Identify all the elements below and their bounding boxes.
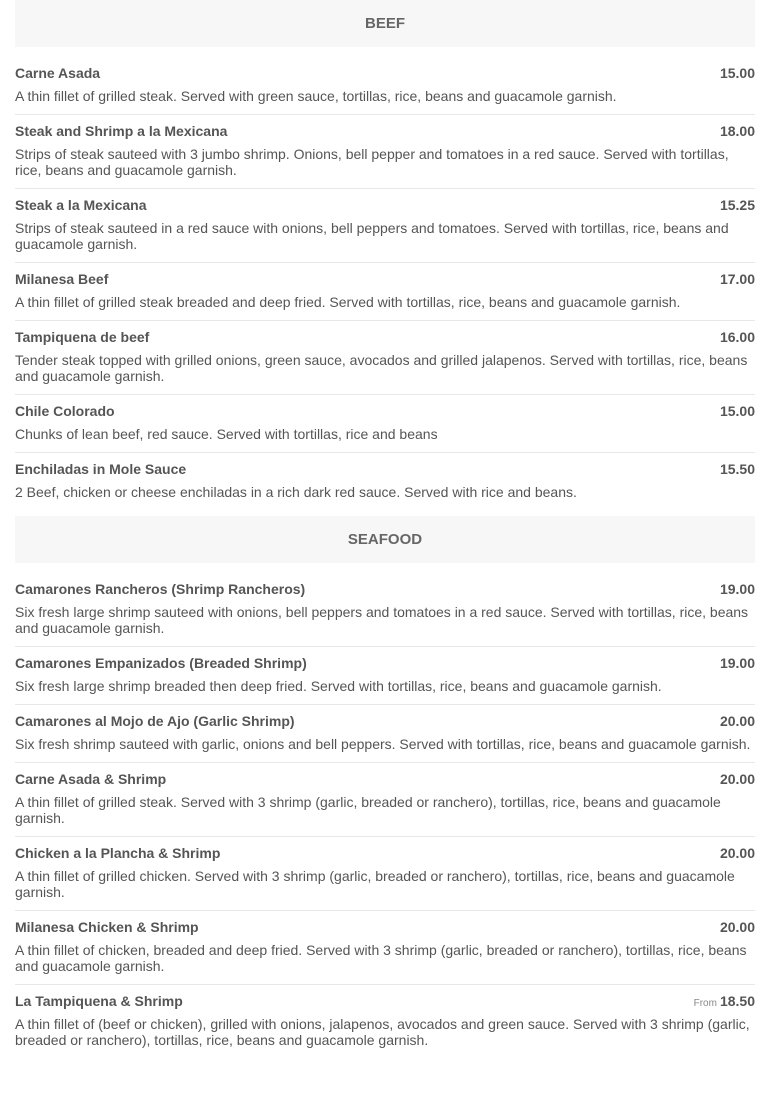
item-description: Six fresh shrimp sauteed with garlic, onions and bell peppers. Served with tortillas, rice, beans and guacamole garnish.: [15, 736, 751, 752]
item-price: 17.00: [719, 271, 755, 287]
item-name: Milanesa Beef: [15, 271, 109, 287]
item-price: 15.00: [719, 65, 755, 81]
item-price: 20.00: [719, 771, 755, 787]
item-description: Chunks of lean beef, red sauce. Served with tortillas, rice and beans: [15, 426, 438, 442]
item-description: Tender steak topped with grilled onions, green sauce, avocados and grilled jalapenos. Served with tortillas, rice, beans and guacamole garnish.: [15, 352, 748, 384]
item-description: Six fresh large shrimp sauteed with onions, bell peppers and tomatoes in a red sauce. Served with tortillas, rice, beans and guacamole garnish.: [15, 604, 749, 636]
section-header-seafood: SEAFOOD: [15, 516, 755, 563]
item-price: 18.00: [719, 123, 755, 139]
item-price: [694, 993, 755, 1009]
menu-item[interactable]: [15, 985, 755, 1064]
item-price: 15.00: [719, 403, 755, 419]
item-description: A thin fillet of grilled steak. Served with green sauce, tortillas, rice, beans and guacamole garnish.: [15, 88, 617, 104]
item-description: 2 Beef, chicken or cheese enchiladas in a rich dark red sauce. Served with rice and beans.: [15, 484, 577, 500]
item-description: Strips of steak sauteed in a red sauce with onions, bell peppers and tomatoes. Served with tortillas, rice, beans and guacamole garnish.: [15, 220, 729, 252]
item-price: 15.25: [719, 197, 755, 213]
item-price: 19.00: [719, 655, 755, 671]
menu-list: [15, 0, 755, 1064]
item-name: Camarones Empanizados (Breaded Shrimp): [15, 655, 307, 671]
menu-item[interactable]: [15, 911, 755, 985]
menu-item[interactable]: [15, 647, 755, 705]
menu-item[interactable]: [15, 263, 755, 321]
menu-item[interactable]: [15, 453, 755, 516]
item-name: La Tampiquena & Shrimp: [15, 993, 183, 1009]
item-description: A thin fillet of (beef or chicken), grilled with onions, jalapenos, avocados and green sauce. Served with 3 shrimp (garlic, breaded or ranchero), tortillas, rice, beans and guacamole garnish.: [15, 1016, 750, 1048]
menu-item[interactable]: [15, 321, 755, 395]
item-description: A thin fillet of grilled steak breaded and deep fried. Served with tortillas, rice, beans and guacamole garnish.: [15, 294, 681, 310]
item-name: Carne Asada & Shrimp: [15, 771, 167, 787]
item-description: A thin fillet of chicken, breaded and deep fried. Served with 3 shrimp (garlic, breaded or ranchero), tortillas, rice, beans and guacamole garnish.: [15, 942, 747, 974]
item-price: 20.00: [719, 713, 755, 729]
item-description: Strips of steak sauteed with 3 jumbo shrimp. Onions, bell pepper and tomatoes in a red sauce. Served with tortillas, rice, beans and guacamole garnish.: [15, 146, 729, 178]
item-name: Steak a la Mexicana: [15, 197, 147, 213]
item-price: 20.00: [719, 845, 755, 861]
item-name: Tampiquena de beef: [15, 329, 150, 345]
menu-item[interactable]: [15, 395, 755, 453]
item-name: Chile Colorado: [15, 403, 115, 419]
section-header-beef: BEEF: [15, 0, 755, 47]
item-description: Six fresh large shrimp breaded then deep fried. Served with tortillas, rice, beans and guacamole garnish.: [15, 678, 662, 694]
menu-item[interactable]: [15, 763, 755, 837]
item-name: Carne Asada: [15, 65, 101, 81]
menu-item[interactable]: [15, 189, 755, 263]
item-name: Milanesa Chicken & Shrimp: [15, 919, 199, 935]
menu-item[interactable]: [15, 57, 755, 115]
item-price: 16.00: [719, 329, 755, 345]
item-name: Camarones Rancheros (Shrimp Rancheros): [15, 581, 306, 597]
item-price: 20.00: [719, 919, 755, 935]
item-name: Chicken a la Plancha & Shrimp: [15, 845, 221, 861]
menu-item[interactable]: [15, 573, 755, 647]
item-name: Enchiladas in Mole Sauce: [15, 461, 187, 477]
item-description: A thin fillet of grilled chicken. Served with 3 shrimp (garlic, breaded or ranchero), tortillas, rice, beans and guacamole garnish.: [15, 868, 735, 900]
menu-item[interactable]: [15, 705, 755, 763]
item-price: 15.50: [719, 461, 755, 477]
item-description: A thin fillet of grilled steak. Served with 3 shrimp (garlic, breaded or ranchero), tortillas, rice, beans and guacamole garnish.: [15, 794, 721, 826]
item-name: Steak and Shrimp a la Mexicana: [15, 123, 228, 139]
price-prefix: From: [693, 998, 717, 1009]
menu-item[interactable]: [15, 837, 755, 911]
item-name: Camarones al Mojo de Ajo (Garlic Shrimp): [15, 713, 295, 729]
price-value: 18.50: [719, 993, 755, 1009]
menu-item[interactable]: [15, 115, 755, 189]
item-price: 19.00: [719, 581, 755, 597]
